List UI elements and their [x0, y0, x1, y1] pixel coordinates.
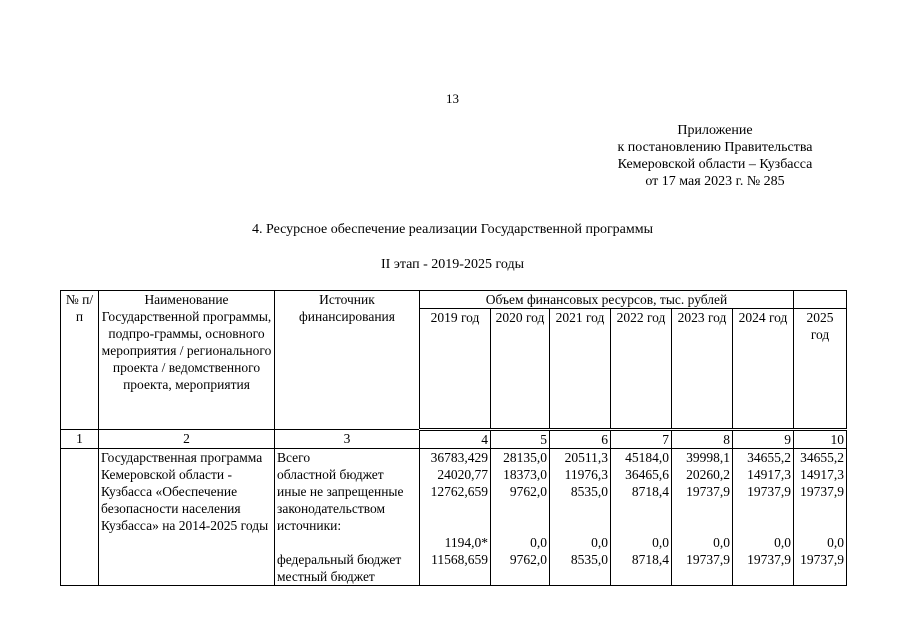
appendix-line: от 17 мая 2023 г. № 285 — [645, 174, 785, 189]
value-cell: 0,0 — [713, 535, 730, 550]
header-year: 2022 год — [611, 309, 672, 430]
source-label: местный бюджет — [277, 569, 375, 584]
header-name: Наименование Государственной программы, подпро-граммы, основного мероприятия / регионального проекта / ведомственного проекта, мероприятия — [99, 291, 275, 430]
value-cell: 36465,6 — [625, 467, 669, 482]
value-cell: 28135,0 — [503, 450, 547, 465]
resource-table — [60, 290, 847, 586]
values-2025 — [794, 449, 847, 586]
value-cell: 8535,0 — [570, 552, 608, 567]
header-year: 2024 год — [733, 309, 794, 430]
appendix-line: Приложение — [677, 123, 753, 138]
value-cell: 9762,0 — [509, 552, 547, 567]
value-cell: 19737,9 — [747, 552, 792, 567]
source-label: областной бюджет — [277, 467, 384, 482]
col-number: 2 — [99, 430, 275, 449]
value-cell: 19737,9 — [747, 484, 792, 499]
value-cell: 34655,2 — [800, 450, 845, 465]
header-year: 2021 год — [550, 309, 611, 430]
value-cell: 36783,429 — [430, 450, 488, 465]
table-row — [61, 449, 847, 586]
value-cell: 0,0 — [774, 535, 792, 550]
value-cell: 8535,0 — [570, 484, 608, 499]
source-cell — [275, 449, 420, 586]
header-row — [61, 291, 847, 309]
value-cell: 1194,0* — [444, 535, 488, 550]
value-cell: 0,0 — [652, 535, 669, 550]
value-cell: 11568,659 — [431, 552, 488, 567]
value-cell: 20260,2 — [686, 467, 730, 482]
page-number: 13 — [446, 91, 459, 106]
values-2022 — [611, 449, 672, 586]
header-num: № п/п — [61, 291, 99, 430]
value-cell: 14917,3 — [747, 467, 792, 482]
value-cell: 19737,9 — [800, 552, 845, 567]
header-volume: Объем финансовых ресурсов, тыс. рублей — [420, 291, 794, 309]
column-numbers-row — [61, 430, 847, 449]
value-cell: 0,0 — [591, 535, 608, 550]
value-cell: 19737,9 — [686, 552, 730, 567]
col-number: 3 — [275, 430, 420, 449]
value-cell: 12762,659 — [430, 484, 488, 499]
value-cell: 8718,4 — [631, 484, 669, 499]
values-2024 — [733, 449, 794, 586]
value-cell: 9762,0 — [509, 484, 547, 499]
header-year: 2019 год — [420, 309, 491, 430]
values-2019 — [420, 449, 491, 586]
value-cell: 0,0 — [827, 535, 845, 550]
value-cell: 39998,1 — [686, 450, 730, 465]
source-label: федеральный бюджет — [277, 552, 402, 567]
appendix-line: Кемеровской области – Кузбасса — [617, 157, 813, 172]
source-label: Всего — [277, 450, 311, 465]
values-2021 — [550, 449, 611, 586]
value-cell: 0,0 — [530, 535, 547, 550]
col-number: 1 — [61, 430, 99, 449]
col-number: 4 — [420, 430, 491, 449]
col-number: 8 — [672, 430, 733, 449]
values-2023 — [672, 449, 733, 586]
value-cell: 34655,2 — [747, 450, 792, 465]
value-cell: 24020,77 — [437, 467, 488, 482]
value-cell: 14917,3 — [800, 467, 845, 482]
program-name — [99, 449, 275, 586]
value-cell: 19737,9 — [800, 484, 845, 499]
col-number: 10 — [794, 430, 847, 449]
col-number: 7 — [611, 430, 672, 449]
header-year: 2025 год — [794, 309, 847, 430]
col-number: 9 — [733, 430, 794, 449]
value-cell: 45184,0 — [625, 450, 669, 465]
value-cell: 19737,9 — [686, 484, 730, 499]
program-name-text: Государственная программа Кемеровской области - Кузбасса «Обеспечение безопасности населения Кузбасса» на 2014-2025 годы — [101, 450, 269, 533]
section-title: 4. Ресурсное обеспечение реализации Государственной программы — [251, 222, 654, 237]
stage-title: II этап - 2019-2025 годы — [381, 257, 524, 272]
values-2020 — [491, 449, 550, 586]
row-num-empty — [61, 449, 99, 586]
header-empty — [794, 291, 847, 309]
appendix-line: к постановлению Правительства — [617, 140, 813, 155]
header-year: 2020 год — [491, 309, 550, 430]
header-source: Источник финансирования — [275, 291, 420, 430]
col-number: 5 — [491, 430, 550, 449]
col-number: 6 — [550, 430, 611, 449]
value-cell: 20511,3 — [564, 450, 608, 465]
header-year: 2023 год — [672, 309, 733, 430]
value-cell: 18373,0 — [503, 467, 547, 482]
value-cell: 8718,4 — [631, 552, 669, 567]
source-label: иные не запрещенные законодательством источники: — [277, 484, 404, 533]
value-cell: 11976,3 — [564, 467, 608, 482]
appendix-header — [605, 122, 825, 190]
